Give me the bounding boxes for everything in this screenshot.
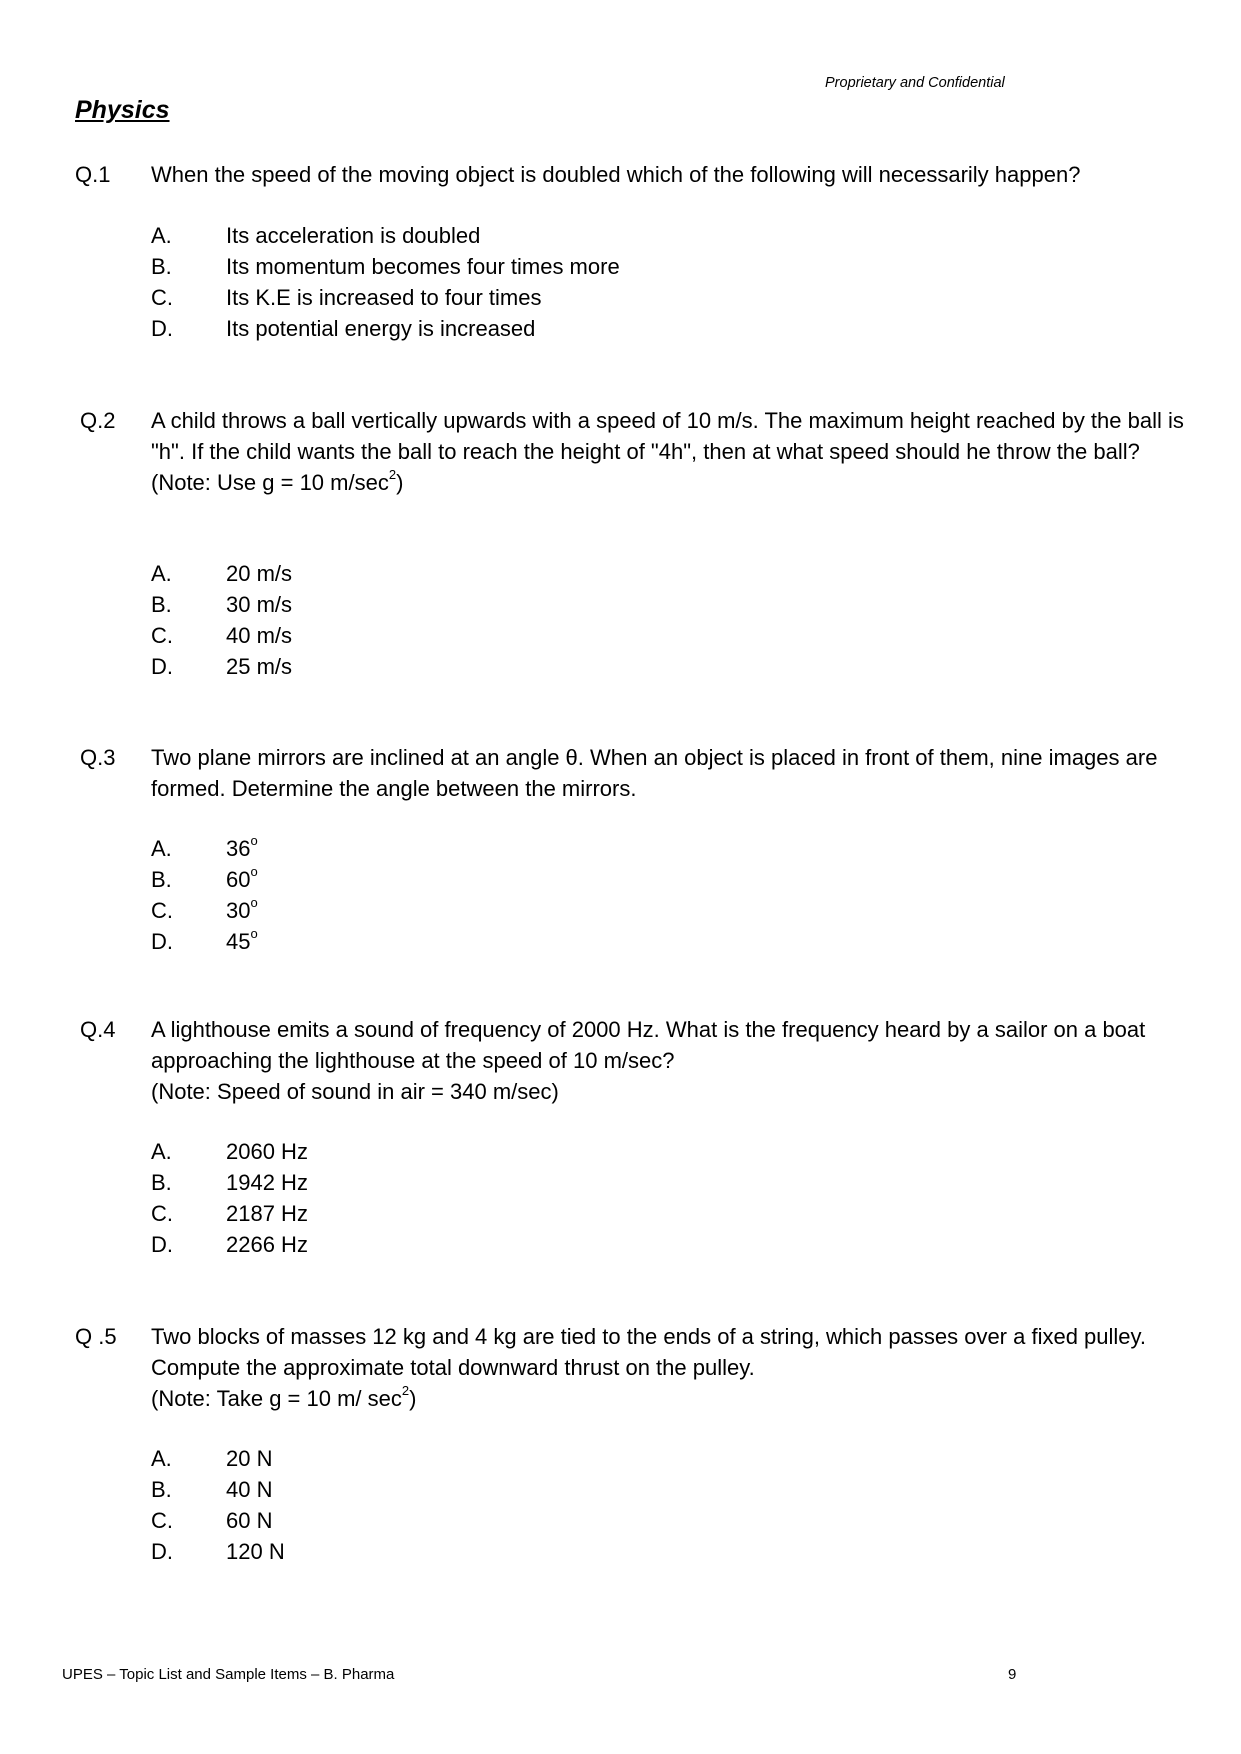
option-letter: B. — [151, 1170, 172, 1195]
option-c — [151, 1198, 851, 1229]
option-c — [151, 620, 851, 651]
degree-superscript: o — [250, 925, 258, 941]
angle-value: 30 — [226, 898, 251, 923]
option-list — [151, 833, 851, 957]
option-text: 2266 Hz — [226, 1232, 308, 1257]
option-a — [151, 833, 851, 864]
option-list — [151, 1136, 851, 1260]
option-letter: B. — [151, 592, 172, 617]
option-letter: D. — [151, 316, 173, 341]
option-list — [151, 558, 851, 682]
note-superscript: 2 — [388, 466, 397, 482]
option-letter: B. — [151, 867, 172, 892]
note-superscript: 2 — [401, 1382, 410, 1398]
question-note — [151, 467, 1191, 498]
note-tail: ) — [409, 1386, 417, 1411]
option-letter: A. — [151, 223, 172, 248]
question-body: A child throws a ball vertically upwards with a speed of 10 m/s. The maximum height reached by the ball is "h". If the child wants the ball to reach the height of "4h", then at what speed should he throw the ball? — [151, 408, 1184, 464]
option-c — [151, 282, 851, 313]
option-text — [226, 864, 258, 895]
option-text: 25 m/s — [226, 654, 293, 679]
option-list — [151, 220, 851, 344]
question-text — [151, 405, 1191, 498]
option-text: 30 m/s — [226, 592, 293, 617]
option-text: 2187 Hz — [226, 1201, 308, 1226]
question-body: Two blocks of masses 12 kg and 4 kg are tied to the ends of a string, which passes over a fixed pulley. Compute the approximate total downward thrust on the pulley. — [151, 1324, 1147, 1380]
option-text: Its K.E is increased to four times — [226, 285, 542, 310]
option-text: 40 N — [226, 1477, 273, 1502]
question-note — [151, 1383, 1191, 1414]
option-text — [226, 833, 258, 864]
option-b — [151, 251, 851, 282]
question-body: A lighthouse emits a sound of frequency of 2000 Hz. What is the frequency heard by a sailor on a boat approaching the lighthouse at the speed of 10 m/sec? — [151, 1017, 1146, 1073]
option-d — [151, 1536, 851, 1567]
option-letter: A. — [151, 561, 172, 586]
question-number: Q .5 — [75, 1324, 117, 1349]
question-text — [151, 1014, 1191, 1107]
option-text: 2060 Hz — [226, 1139, 308, 1164]
option-text: 1942 Hz — [226, 1170, 308, 1195]
footer-document-title: UPES – Topic List and Sample Items – B. Pharma — [62, 1666, 395, 1683]
footer-page-number: 9 — [1008, 1666, 1017, 1683]
angle-value: 60 — [226, 867, 251, 892]
option-letter: A. — [151, 1446, 172, 1471]
option-a — [151, 220, 851, 251]
question-body: When the speed of the moving object is doubled which of the following will necessarily happen? — [151, 162, 1081, 187]
option-letter: A. — [151, 836, 172, 861]
option-text — [226, 926, 258, 957]
option-letter: C. — [151, 1508, 173, 1533]
option-letter: D. — [151, 929, 173, 954]
option-text: 20 N — [226, 1446, 273, 1471]
question-number: Q.1 — [75, 162, 111, 187]
option-a — [151, 1443, 851, 1474]
question-text — [151, 742, 1191, 804]
section-title: Physics — [75, 96, 170, 124]
question-number: Q.3 — [80, 745, 116, 770]
option-d — [151, 1229, 851, 1260]
option-letter: B. — [151, 254, 172, 279]
question-number: Q.4 — [80, 1017, 116, 1042]
option-c — [151, 895, 851, 926]
degree-superscript: o — [250, 863, 258, 879]
option-letter: B. — [151, 1477, 172, 1502]
option-b — [151, 589, 851, 620]
option-text: 120 N — [226, 1539, 285, 1564]
note-tail: ) — [396, 470, 404, 495]
question-text — [151, 159, 1191, 190]
question-note: (Note: Speed of sound in air = 340 m/sec) — [151, 1079, 559, 1104]
option-text: Its acceleration is doubled — [226, 223, 481, 248]
option-text: 60 N — [226, 1508, 273, 1533]
angle-value: 45 — [226, 929, 251, 954]
note-text: (Note: Use g = 10 m/sec — [151, 470, 389, 495]
option-list — [151, 1443, 851, 1567]
option-letter: D. — [151, 654, 173, 679]
option-c — [151, 1505, 851, 1536]
option-text: 20 m/s — [226, 561, 293, 586]
option-d — [151, 926, 851, 957]
option-letter: D. — [151, 1539, 173, 1564]
option-letter: C. — [151, 898, 173, 923]
angle-value: 36 — [226, 836, 251, 861]
option-text: 40 m/s — [226, 623, 293, 648]
option-a — [151, 558, 851, 589]
note-text: (Note: Take g = 10 m/ sec — [151, 1386, 402, 1411]
option-b — [151, 1474, 851, 1505]
option-text — [226, 895, 258, 926]
option-d — [151, 313, 851, 344]
confidential-note: Proprietary and Confidential — [825, 75, 1005, 91]
degree-superscript: o — [250, 894, 258, 910]
degree-superscript: o — [250, 832, 258, 848]
option-text: Its momentum becomes four times more — [226, 254, 620, 279]
option-a — [151, 1136, 851, 1167]
option-letter: C. — [151, 285, 173, 310]
option-letter: C. — [151, 1201, 173, 1226]
question-text — [151, 1321, 1191, 1414]
option-b — [151, 1167, 851, 1198]
option-b — [151, 864, 851, 895]
option-letter: C. — [151, 623, 173, 648]
option-d — [151, 651, 851, 682]
option-letter: A. — [151, 1139, 172, 1164]
question-number: Q.2 — [80, 408, 116, 433]
option-text: Its potential energy is increased — [226, 316, 536, 341]
question-body: Two plane mirrors are inclined at an angle θ. When an object is placed in front of them, nine images are formed. Determine the angle between the mirrors. — [151, 745, 1158, 801]
option-letter: D. — [151, 1232, 173, 1257]
